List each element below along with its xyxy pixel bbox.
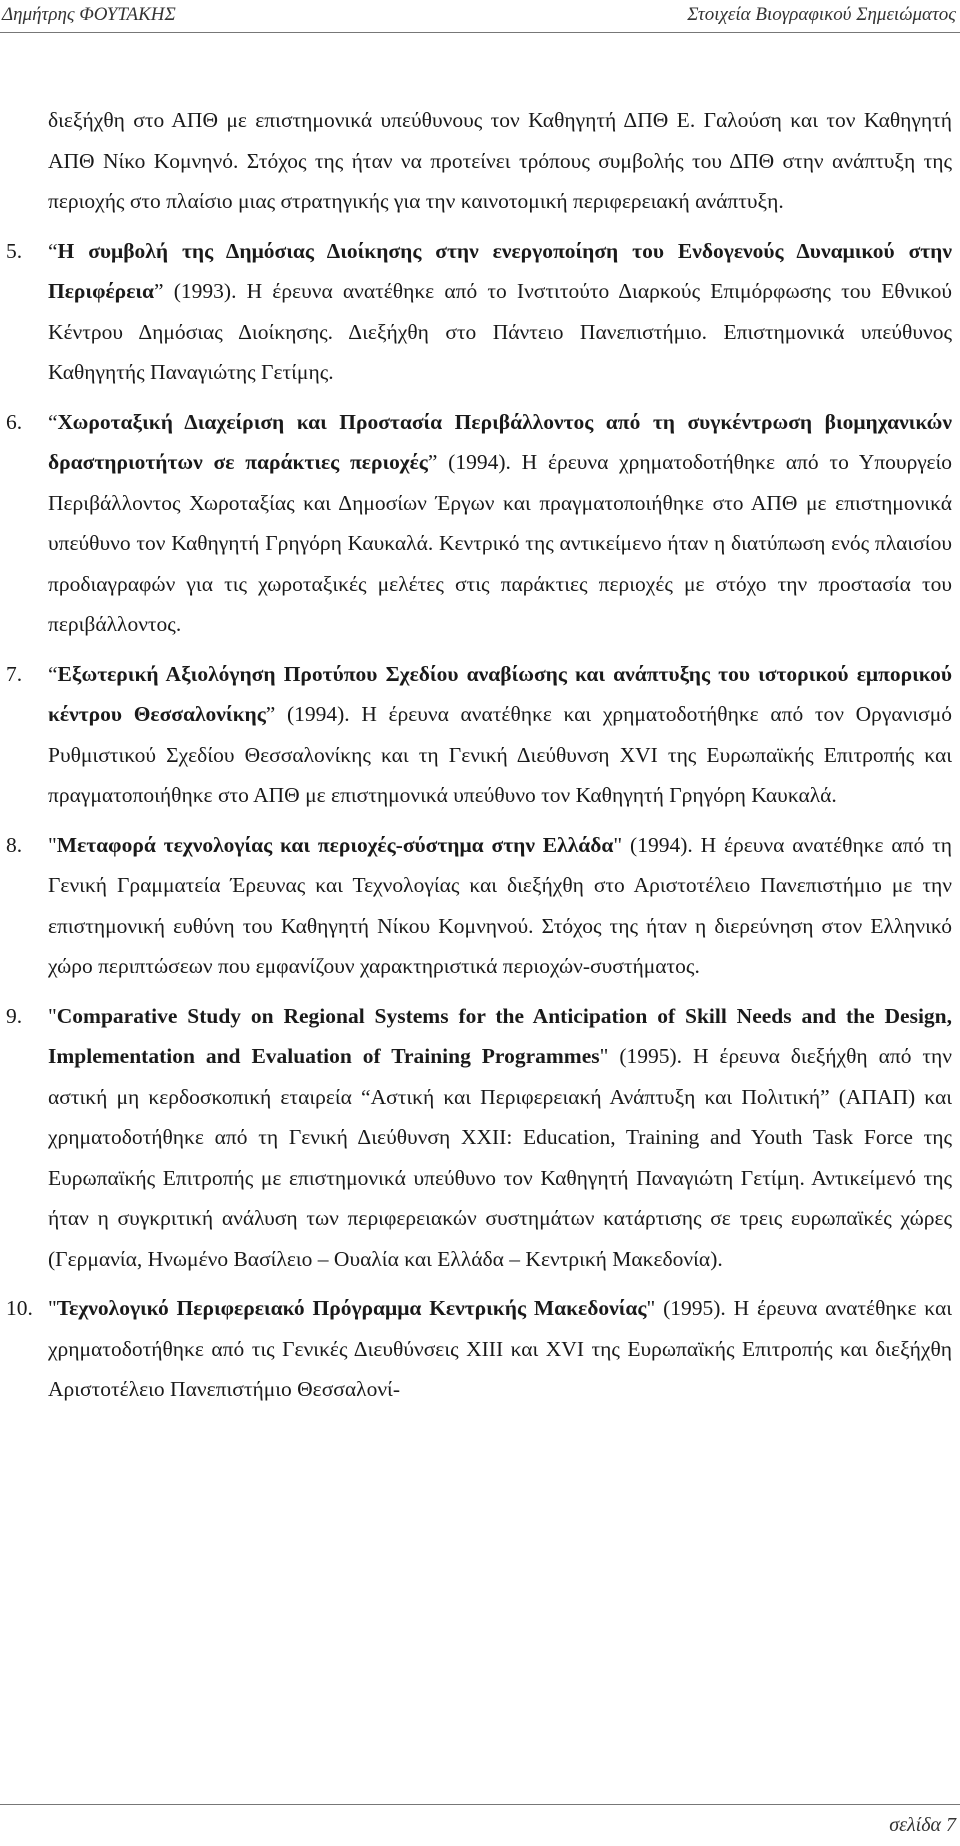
item-number: 8. (6, 832, 23, 857)
list-item-7 (6, 654, 952, 816)
page-body (6, 100, 953, 1419)
item-number: 9. (6, 1003, 23, 1028)
header-rule (0, 32, 960, 33)
quote-close: " (646, 1296, 656, 1320)
quote-open: “ (48, 409, 58, 434)
footer-rule (0, 1804, 960, 1805)
quote-open: " (48, 1296, 57, 1320)
item-description: (1994). Η έρευνα ανατέθηκε και χρηματοδοτήθηκε από τον Οργανισμό Ρυθμιστικού Σχεδίου Θεσσαλονίκης και τη Γενική Διεύθυνση XVI της Ευρωπαϊκής Επιτροπής και πραγματοποιήθηκε στο ΑΠΘ με επιστημονικά υπεύθυνο τον Καθηγητή Γρηγόρη Καυκαλά. (48, 702, 952, 807)
item-title: Τεχνολογικό Περιφερειακό Πρόγραμμα Κεντρικής Μακεδονίας (56, 1296, 647, 1320)
item-title: Η συμβολή της Δημόσιας Διοίκησης στην ενεργοποίηση του Ενδογενούς Δυναμικού στην Περιφέρεια (48, 238, 952, 303)
quote-close: " (599, 1044, 609, 1068)
research-projects-list (6, 231, 953, 1410)
item-description: (1993). Η έρευνα ανατέθηκε από το Ινστιτούτο Διαρκούς Επιμόρφωσης του Εθνικού Κέντρου Δημόσιας Διοίκησης. Διεξήχθη στο Πάντειο Πανεπιστήμιο. Επιστημονικά υπεύθυνος Καθηγητής Παναγιώτης Γετίμης. (48, 279, 952, 384)
item-number: 5. (6, 238, 23, 263)
page-number: σελίδα 7 (889, 1814, 956, 1836)
quote-close: ” (154, 279, 164, 303)
quote-open: " (48, 1003, 57, 1028)
item-description: (1995). Η έρευνα διεξήχθη από την αστική μη κερδοσκοπική εταιρεία “Αστική και Περιφερειακή Ανάπτυξη και Πολιτική” (ΑΠΑΠ) και χρηματοδοτήθηκε από τη Γενική Διεύθυνση XXII: Education, Training and Youth Task Force της Ευρωπαϊκής Επιτροπής με επιστημονικά υπεύθυνο τον Καθηγητή Παναγιώτη Γετίμη. Αντικείμενό της ήταν η συγκριτική ανάλυση των περιφερειακών συστημάτων κατάρτισης σε τρεις ευρωπαϊκές χώρες (Γερμανία, Ηνωμένο Βασίλειο – Ουαλία και Ελλάδα – Κεντρική Μακεδονία). (48, 1044, 952, 1271)
list-item-8 (6, 825, 952, 987)
item-description: (1995). Η έρευνα ανατέθηκε και χρηματοδοτήθηκε από τις Γενικές Διευθύνσεις XIII και XVI της Ευρωπαϊκής Επιτροπής και διεξήχθη Αριστοτέλειο Πανεπιστήμιο Θεσσαλονί- (48, 1296, 952, 1401)
running-footer (0, 1804, 960, 1846)
quote-close: ” (265, 702, 276, 726)
header-author: Δημήτρης ΦΟΥΤΑΚΗΣ (2, 4, 176, 25)
list-item-9 (6, 996, 952, 1280)
item-title: Comparative Study on Regional Systems for the Anticipation of Skill Needs and the Design, Implementation and Evaluation of Training Programmes (48, 1003, 952, 1068)
quote-open: “ (48, 661, 58, 686)
quote-close: " (613, 832, 623, 857)
item-number: 10. (6, 1296, 33, 1320)
item-title: Χωροταξική Διαχείριση και Προστασία Περιβάλλοντος από τη συγκέντρωση βιομηχανικών δραστηριοτήτων σε παράκτιες περιοχές (48, 409, 952, 474)
list-item-10 (6, 1288, 952, 1410)
intro-section (48, 100, 952, 222)
header-document-title: Στοιχεία Βιογραφικού Σημειώματος (687, 4, 956, 25)
intro-paragraph: διεξήχθη στο ΑΠΘ με επιστημονικά υπεύθυνους τον Καθηγητή ΔΠΘ Ε. Γαλούση και τον Καθηγητή ΑΠΘ Νίκο Κομνηνό. Στόχος της ήταν να προτείνει τρόπους συμβολής του ΔΠΘ στην ανάπτυξη της περιοχής στο πλαίσιο μιας στρατηγικής για την καινοτομική περιφερειακή ανάπτυξη. (48, 108, 952, 213)
quote-open: “ (48, 238, 58, 263)
list-item-5 (6, 231, 952, 393)
quote-close: ” (427, 450, 438, 474)
item-number: 6. (6, 409, 23, 434)
item-description: (1994). Η έρευνα χρηματοδοτήθηκε από το Υπουργείο Περιβάλλοντος Χωροταξίας και Δημοσίων Έργων και πραγματοποιήθηκε στο ΑΠΘ με επιστημονικά υπεύθυνο τον Καθηγητή Γρηγόρη Καυκαλά. Κεντρικό της αντικείμενο ήταν η διατύπωση ενός πλαισίου προδιαγραφών για τις χωροταξικές μελέτες στις παράκτιες περιοχές με στόχο την προστασία του περιβάλλοντος. (48, 450, 953, 636)
item-title: Μεταφορά τεχνολογίας και περιοχές-σύστημα στην Ελλάδα (56, 832, 614, 857)
item-title: Εξωτερική Αξιολόγηση Προτύπου Σχεδίου αναβίωσης και ανάπτυξης του ιστορικού εμπορικού κέντρου Θεσσαλονίκης (48, 661, 952, 726)
item-number: 7. (6, 661, 23, 686)
list-item-6 (6, 402, 953, 645)
quote-open: " (48, 832, 57, 857)
running-header (0, 0, 960, 34)
item-description: (1994). Η έρευνα ανατέθηκε από τη Γενική Γραμματεία Έρευνας και Τεχνολογίας και διεξήχθη στο Αριστοτέλειο Πανεπιστήμιο με την επιστημονική ευθύνη του Καθηγητή Νίκου Κομνηνού. Στόχος της ήταν η διερεύνηση στον Ελληνικό χώρο περιπτώσεων που εμφανίζουν χαρακτηριστικά περιοχών-συστήματος. (48, 832, 952, 978)
